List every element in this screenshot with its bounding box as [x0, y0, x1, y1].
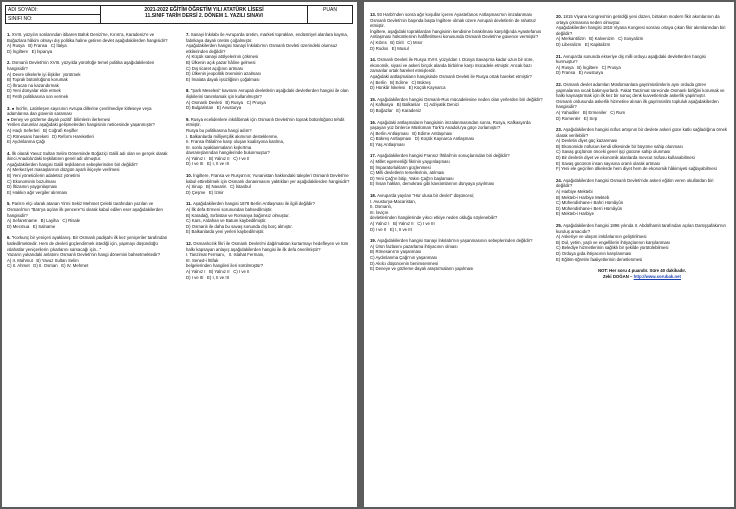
answer-options-line: E) İnsan hakları, demokrasi gibi kavramlarının dünyaya yayılması: [370, 181, 495, 187]
page1-column-left: [7, 32, 173, 275]
question-item: [186, 32, 352, 82]
answer-options-line: C) Dış ticaret açığının artması: [186, 65, 244, 71]
answer-options-line: A) Merkeziyet masaşlarının düzgün ayarlı ikiçeyle verilmesi: [7, 167, 120, 173]
exam-header: [5, 5, 353, 24]
question-text: Aşağıdakilerden hangisi 1896 yılında II. Abdülhamit tarafından açılan Darüşşafaka'nın kuruluş amacıdır?: [556, 223, 728, 234]
answer-options-line: E) İmalata dayalı işsizliğinin çoğalması: [186, 76, 260, 82]
question-item: [556, 14, 728, 48]
answer-options-line: D) Akılcı düşüncenin benimsenmesi: [370, 260, 439, 266]
answer-options-line: C) Bükreş Antlaşması D) Küçük Kaynarca Antlaşması: [370, 136, 475, 142]
answer-options-line: A) Berlin B) Edirne C) Bükreş: [370, 79, 431, 85]
question-number: 18.: [370, 193, 378, 199]
number-label: SINIFI NO:: [6, 15, 101, 24]
exam-footer: [556, 268, 728, 279]
answer-options-line: C) Ekonominin bozulması: [7, 178, 56, 184]
answer-options-line: D) I ve II E) I, II ve III: [370, 226, 412, 232]
answer-options-line: E) Fetih politikasına son vermek: [7, 93, 69, 99]
answer-options-line: A) Yalnız I B) Yalnız II C) I ve II: [186, 155, 250, 161]
question-text: Paris'e elçi olarak atanan Yirmi Sekiz Mehmet Çelebi tarafından yazılan ve Osmanlı'nın "Batı'ya açılan ilk pencere"si olarak kabul edilen eser aşağıdakilerden hangisidir?: [7, 201, 165, 218]
question-text: 1815 Viyana Kongresi'nin getirdiği yeni düzen, birtakım modern fikir akımlarının da ortaya çıkmasına neden olmuştur. Aşağıdakilerden hangisi 1815 Viyana Kongresi sonrası ortaya çıkan fikir akımlarından biri değildir?: [556, 14, 726, 36]
question-number: 25.: [556, 223, 564, 228]
page2-column-left: [370, 12, 546, 278]
answer-options-line: A) Haçlı Seferleri B) Coğrafi Keşifler: [7, 127, 78, 133]
question-item: [370, 120, 546, 148]
question-text: Aşağıdakilerden hangisi Sanayi İnkılabı'nın yaşanmasının sebeplerinden değildir?: [377, 238, 533, 244]
answer-options-line: E) Yaş Antlaşması: [370, 141, 405, 147]
answer-options-line: D) I ve III E) I, II ve III: [186, 274, 229, 280]
answer-options-line: D) Osmanlı ile daha bu savaş sonunda dış borç almıştır.: [186, 223, 293, 229]
question-item: [7, 201, 173, 229]
question-item: [186, 173, 352, 195]
answer-options-line: C) Mühendishane-i Bahri Hümâyûn: [556, 200, 624, 206]
question-item: [186, 241, 352, 280]
question-item: [7, 235, 173, 269]
question-text: Aşağıdakilerden hangisi Osmanlı-Rus mücadelesine neden olan yerlerden biri değildir?: [377, 96, 543, 102]
answer-options-line: A) Osmanlı Devleti B) Rusya C) Prusya: [186, 99, 266, 105]
question-text: Aşağıdakilerden hangisi Fransız İhtilali'nin sonuçlarından biri değildir?: [377, 153, 510, 159]
question-item: [370, 193, 546, 232]
answer-options-line: D) Mühendishane-i Berri Hümâyûn: [556, 205, 623, 211]
answer-options-line: D) Bulgaristan E) Avusturya: [186, 105, 242, 111]
exam-page-2: [364, 2, 734, 507]
question-number: 14.: [370, 57, 378, 63]
answer-options-line: B) Toprak bütünlüğünü korumak: [7, 77, 68, 83]
question-item: [556, 223, 728, 262]
answer-options-line: A) Küçük sanayi atölyelerinin çökmesi: [186, 54, 259, 60]
answer-options-line: A) Kıbrıs B) Girit C) Mısır: [370, 39, 423, 45]
answer-options-line: E) Balkanlarda yeni yerleri kaybedilmiştir.: [186, 229, 265, 235]
question-item: [7, 60, 173, 99]
question-number: 22.: [556, 81, 564, 87]
answer-options-line: D) Yeni dünyalar elde etmek: [7, 88, 61, 94]
answer-options-line: B) Ülkenin açık pazar hâline gelmesi: [186, 59, 256, 65]
question-item: [370, 153, 546, 187]
footer-link[interactable]: http://www.sorubak.net: [633, 273, 681, 279]
answer-options-line: A) Askeriye ve ulaşım imkânlarının geliştirilmesi: [556, 234, 647, 240]
question-text: "Korkunç bir yeniçeri ayaklanış. Bir Osmanlı padişahı ilk kez yeniçeriler tarafından katledilmektedir. Hem de devleti güçlendirmek istediği için, yapmayı düşündüğü ıslahatlar yeniçerilerin çıkarlarını sarsacağı için..." Yazarın yukarıdaki anlatımı Osmanlı Devleti'nin hangi dönemini bahsetmektedir?: [7, 235, 168, 258]
answer-options-line: D) İngiltere E) İspanya: [7, 48, 53, 54]
question-number: 12.: [186, 241, 194, 246]
answer-options-line: C) İhracatı na kazandırmak: [7, 82, 59, 88]
answer-options-line: A) Yahudiler B) Ermeniler C) Rum: [556, 109, 626, 115]
question-number: 17.: [370, 153, 378, 159]
answer-options-line: E) Aydınlanma Çağı: [7, 139, 46, 145]
answer-options-line: A) Devre ülkelerle iyi ilişkiler yürütmek: [7, 71, 81, 77]
answer-options-line: E) Savaş gücünün insan sayısına oranlı olarak artması: [556, 160, 661, 166]
question-item: [186, 88, 352, 110]
question-number: 16.: [370, 119, 378, 125]
answer-options-line: A) Yalnız I B) Yalnız II C) I ve II: [186, 268, 250, 274]
question-number: 8.: [186, 88, 191, 94]
question-number: 7.: [186, 32, 191, 37]
question-text: ● İnci'lin, Latinleşen sayısının Avrupa dillerine çevrilmediye kitleseye veya adamlarına dan güvenin saraması ● Deney ve gözleme dayalı pozitif bilimlerin ilerlemesi Yerilen durumlar aşağıdaki gelişmelerden hangisinin neticesinde yaşanmıştır?: [7, 105, 155, 128]
question-text: Aşağıdaki antlaşmaların hangisinin imzalanmasından sonra, Rusya, Kafkasya'da yaşayan yüz binlerce Müslüman Türk'ü Anadolu'ya göçe zorlamıştır?: [370, 119, 532, 131]
answer-options-line: A) Sinop B) Navarin C) İstanbul: [186, 184, 251, 190]
answer-options-line: A) Rusya B) Fransa C) İtalya: [7, 43, 67, 49]
answer-options-line: A) Harbiye Mektebi: [556, 189, 593, 195]
answer-options-line: D) Romenler E) Sırp: [556, 115, 598, 121]
answer-options-line: A) Sefaretname B) Layiha C) Risale: [7, 218, 81, 224]
answer-options-line: A) Devletin diyet güç kazanması: [556, 138, 618, 144]
question-text: İngiltere, Fransa ve Rusya'nın; Yunanistan hakkındaki talepleri Osmanlı Devleti'ne kabul ettirebilmek için Osmanlı donanmasını yaktıkları yer aşağıdakilerden hangisidir?: [186, 173, 350, 184]
answer-options-line: B) Karadağ, Sırbistan ve Romanya bağımsız olmuştur.: [186, 212, 290, 218]
question-text: XVIII. yüzyılın sonlarından itibaren Baltık Denizi'ne, Kırım'a, Karadeniz'e ve Boğazlara hâkim olmayı dış politika haline getiren devlet aşağıdakilerden hangisidir?: [7, 32, 168, 43]
question-item: [186, 201, 352, 235]
footer-author: [556, 274, 728, 280]
question-item: [186, 117, 352, 167]
question-number: 2.: [7, 60, 12, 66]
question-item: [7, 106, 173, 145]
answer-options-line: D) Mecmua E) Salname: [7, 223, 56, 229]
exam-title-line1: 2021-2022 EĞİTİM ÖĞRETİM YILI ATATÜRK LİSESİ: [144, 7, 264, 13]
answer-options-line: E) Eğitim-öğretim faaliyetlerinin denetlenmesi: [556, 256, 643, 262]
answer-options-line: D) Bir devletin diyet ve ekonomik alanlarda mevcut nüfusu kullanabilmesi: [556, 155, 695, 161]
page2-column-right: [556, 14, 728, 279]
answer-options-line: B) Yeni yöneticilerin adaletsiz yönetimi: [7, 173, 80, 179]
answer-options-line: A) Berlin Antlaşması B) Edirne Antlaşması: [370, 130, 453, 136]
question-item: [556, 178, 728, 217]
question-number: 19.: [370, 238, 378, 244]
answer-options-line: B) Mekteb-i Harbiye Mekteb: [556, 194, 610, 200]
answer-options-line: D) Ülkenin jeopolitik öneminin azalması: [186, 71, 261, 77]
question-number: 4.: [7, 150, 12, 156]
answer-options-line: A) Kafkasya B) Balkanlar C) Adriyatik Denizi: [370, 102, 459, 108]
answer-options-line: A) Merkantilizm B) Kalvenizm C) Sosyalizm: [556, 36, 644, 42]
answer-options-line: D) İltizamın yaygınlaşması: [7, 184, 58, 190]
page1-column-right: [186, 32, 352, 286]
question-text: Rusya ecelidenlere inkılâbmak için Osmanlı Devleti'nin toprak bütünlüğünü tehdit etmiştir. Rusya bu politikasına hangi adım? I. Balkanlarda milliyetçilik akımının desteklenme, II. Fransa İhtilali'ne karşı oluşan koalisyona katılma, III. sonlu ayaklanmaların kışkırtma davranışlarından hangilerinde bulunmuştur?: [186, 116, 345, 156]
question-text: Osmanlı Devleti'nin XVIII. yüzyılda yürürlüğe temel politika aşağıdakilerden hangisidir?: [7, 60, 156, 71]
question-item: [370, 12, 546, 51]
footer-author-name: Zeki DOĞAN –: [603, 273, 634, 279]
question-item: [370, 97, 546, 114]
question-text: "Şark Meselesi" kavramı Avrupalı devletlerin aşağıdaki devletlerden hangisi ile olan ilişkilerini tanımlamak için kullanılmıştır?: [186, 88, 350, 99]
question-number: 15.: [370, 96, 378, 102]
question-number: 1.: [7, 32, 12, 37]
question-number: 9.: [186, 116, 191, 122]
answer-options-line: C) II. Ahmet D) II. Osman E) IV. Mehmet: [7, 263, 89, 269]
answer-options-line: E) Hakkın ağır vergiler alınması: [7, 189, 68, 195]
question-number: 24.: [556, 177, 564, 183]
question-number: 21.: [556, 53, 564, 59]
score-label: PUAN: [308, 6, 353, 24]
answer-options-line: D) Yeni Çağ'ın bitip, Yakın Çağ'ın başlaması: [370, 175, 454, 181]
question-number: 20.: [556, 14, 564, 19]
question-item: [556, 82, 728, 121]
answer-options-line: A) Ürün fazlasını pazarlama ihtiyacının olması: [370, 243, 458, 249]
answer-options-line: C) Rönesans hareketi D) Reform Hareketleri: [7, 133, 94, 139]
question-text: Aşağıdakilerden hangisi 1878 Berlin Antlaşması ile ilgili değildir?: [192, 201, 315, 207]
answer-options-line: A) II. Mahmut B) Yavuz Sultan Selim: [7, 257, 79, 263]
answer-options-line: A) İlk defa Ermeni sorunundan bahsedilmiştir.: [186, 207, 273, 213]
question-item: [370, 238, 546, 272]
answer-options-line: D) Boğazlar E) Karadeniz: [370, 107, 422, 113]
answer-options-line: B) Dul, yetim, yaşlı ve engellilerin ihtiyaçlarının karşılanması: [556, 239, 671, 245]
question-item: [556, 127, 728, 172]
question-text: Avrupa'da sonunda ekseriye diş milli orduyu aşağıdaki devletlerden hangisi kurmuştur?: [556, 53, 707, 65]
answer-options-line: C) Aydınlanma Çağı'nın yaşanması: [370, 254, 438, 260]
question-item: [7, 151, 173, 196]
question-text: İlk olarak Yavuz Sultan Selim Döneminde Boğaziçi Galili adı olan ve gerçek olarak ikinci Anadolu'daki teşkilatının genel adı olmuştur. Aşağıdakilerden hangisi Galili teşkilatının sebeplerinden biri değildir?: [7, 150, 168, 167]
answer-options-line: D) Liberalizm E) Kapitalizm: [556, 41, 611, 47]
answer-options-line: E) Mekteb-i Harbiye: [556, 211, 594, 217]
question-text: Aşağıdakilerden hangisi nüfus artışının bir devlete askeri güce katkı sağladığına örnek olarak verilebilir?: [556, 127, 729, 138]
question-item: [7, 32, 173, 54]
question-number: 10.: [186, 173, 194, 179]
name-label: ADI SOYADI:: [6, 6, 101, 15]
answer-options-line: D) Rodos E) Musul: [370, 45, 409, 51]
answer-options-line: D) Fransa E) Avusturya: [556, 70, 603, 76]
answer-options-line: B) İmparatorlukların güçlenmesi: [370, 164, 431, 170]
answer-options-line: D) I ve III E) I, II ve III: [186, 161, 229, 167]
question-number: 3.: [7, 105, 12, 111]
question-number: 11.: [186, 201, 193, 207]
answer-options-line: B) Ekonomide nüfusun kendi ülkesinde bir büyüme sahip olunması: [556, 143, 683, 149]
question-number: 6.: [7, 235, 12, 241]
question-text: Avrupa'da yayılan "Hür ulusa bir devlet" düşüncesi; I. Avusturya-Macaristan, II. Osmanlı, III. İsviçre devletlerinden hangilerinde yıkıcı etkiye neden olduğu söylenebilir?: [370, 193, 498, 221]
answer-options-line: F) Yeni ele geçirilen ülkelerde hem diyet hem de ekonomik hâkimiyeti sağlayabilmesi: [556, 166, 717, 172]
question-text: Osmanlı Devleti ile Rusya XVIII. yüzyıldan I. Dünya Savaşı'na kadar uzun bir süre, ekonomik, siyasi ve askeri birçok alanda birbirine karşı mücadele etmiştir. Ancak bazı zamanlar ortak hareket etmişlerdir. Aşağıdaki antlaşmaların hangisinde Osmanlı Devleti ile Rusya ortak hareket etmiştir?: [370, 57, 534, 79]
answer-options-line: D) Hünkâr İskelesi E) Küçük Kaynarca: [370, 85, 446, 91]
exam-title: [101, 6, 308, 24]
question-number: 23.: [556, 127, 564, 133]
answer-options-line: C) Belediye hizmetlerinin sağlıklı bir şekilde yürütülebilmesi: [556, 245, 669, 251]
question-number: 5.: [7, 201, 12, 207]
question-item: [370, 57, 546, 91]
answer-options-line: C) Savaş güçlünün önceki genel işçi gücüne sahip olunması: [556, 149, 671, 155]
answer-options-line: A) Yalnız I B) Yalnız II C) I ve III: [370, 221, 435, 226]
answer-options-line: A) Rusya B) İngiltere C) Prusya: [556, 64, 621, 70]
question-text: Osmanlıcılık fikri ile Osmanlı Devleti'ni dağılmaktan kurtarmayı hedefleyen ve tüm halkı kapsayan anlayış aşağıdakilerden hangisi ile ilk defa önerilmiştir? I. Tanzimat Fermanı, II. Islahat Fermanı, III. Sened-i İttifak belgelerinden hangileri ileri sürülmüştür?: [186, 241, 349, 269]
answer-options-line: A) Millet egemenliği fikrinin yaygınlaşması: [370, 159, 450, 165]
answer-options-line: C) Milli devletlerin temellerinin, atılması: [370, 170, 445, 176]
question-number: 13.: [370, 12, 378, 17]
answer-options-line: D) Çeşme E) İzmir: [186, 189, 224, 195]
question-text: Osmanlı devlet adamları Müslümanlara gayrimüslimlerin aynı orduda görev yapmalarına sıcak bakmıyorlardı. Fakat Tanzimat sürecinde Osmanlı birliğini korumak ve halkı kaynaştırmak için ilk kez bir sonuç denk kuvvetlerinde askerlik yapılmıştır. Osmanlı ordusunda askerlik hizmetine alınan ilk gayrimüslim topluluk aşağıdakilerden hangisidir?: [556, 81, 725, 110]
question-text: 93 Harbi'nden sonra ağır koşullar içeren Ayastefanos Antlaşması'nın imzalanması Osmanlı Devleti'nin başında başta İngiltere olmak üzere Avrupalı devletlerin de rahatsız etmiştir. İngiltere, aşağıdaki topraklardan hangisinin kendisine bırakılması karşılığında Ayastefanos Antlaşması hükümlerinin hafifletilmesi konusunda Osmanlı Devleti'ne güvence vermiştir?: [370, 12, 542, 40]
question-item: [556, 54, 728, 76]
footer-note: NOT: Her soru 4 puandır. Süre 40 dakikadır.: [597, 268, 687, 274]
answer-options-line: E) Deneye ve gözleme dayalı araştırmaların yapılması: [370, 266, 474, 272]
answer-options-line: D) Orduya gıda ihtiyacının karşılanması: [556, 250, 632, 256]
exam-title-line2: 11.SINIF TARİH DERSİ 2. DÖNEM 1. YAZILI SINAVI: [145, 13, 263, 19]
exam-page-1: [2, 2, 357, 507]
answer-options-line: C) Kars, Ardahan ve Batum kaybedilmiştir.: [186, 218, 267, 224]
question-text: Aşağıdakilerden hangisi Osmanlı Devleti'nde askeri eğitim veren okullardan biri değildir?: [556, 177, 715, 189]
question-text: Sanayi İnkılabı ile Avrupa'da üretim, marketi toprakları, endüstriyel alanlara kayma, fabrikaya dayalı üretim çoğalmıştır. Aşağıdakilerden hangisi Sanayi İnkılabı'nın Osmanlı Devleti üzerindeki olumsuz etkilerinden değildir?: [186, 32, 348, 54]
answer-options-line: B) Rönesans'ın yaşanması: [370, 249, 422, 255]
